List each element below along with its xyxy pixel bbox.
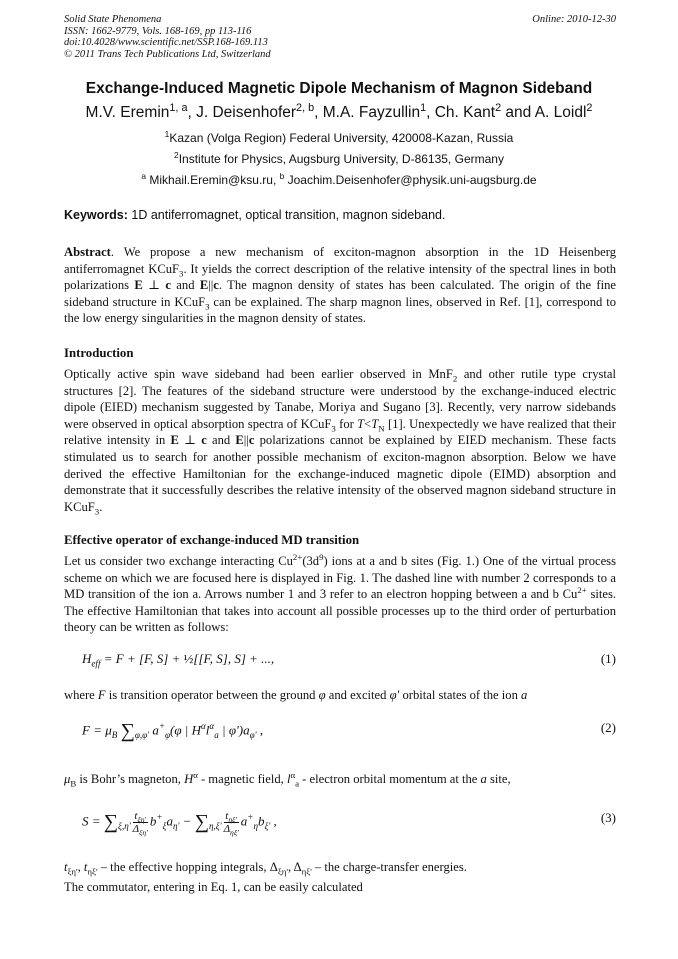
- mu-b-line: $\mu_B$ is Bohr’s magneton, $H^\alpha$ - magnetic field, $l^\alpha_a$ - electron orbital momentum at the a site,: [64, 769, 511, 789]
- equation-2-number: (2): [600, 720, 616, 735]
- equation-2: $F = \mu_B$ $\sum_{\varphi,\varphi'}$ $a^+_\varphi(\varphi$ | $H^\alpha l^\alpha_a$ | $\varphi')a_{\varphi'}$ , (2): [82, 720, 616, 742]
- paper-title: Exchange-Induced Magnetic Dipole Mechanism of Magnon Sideband: [85, 80, 593, 97]
- author-emails: $^a$ Mikhail.Eremin@ksu.ru, $^b$ Joachim.Deisenhofer@physik.uni-augsburg.de: [141, 171, 537, 187]
- hopping-line: $t_{\xi\eta'}$, $t_{\eta\xi'}$ – the effective hopping integrals, $\Delta_{\xi\eta'}$, $\Delta_{\eta\xi'}$ – the charge-transfer energies.: [64, 860, 467, 877]
- abstract: Abstract. We propose a new mechanism of exciton-magnon absorption in the 1D Heisenberg antiferromagnet KCuF$_3$. It yields the correct description of the relative intensity of the spectral lines in both polarizations E ⊥ c and E||c. The magnon density of states has been calculated. The origin of the fine sideband structure in KCuF$_3$ can be explained. The sharp magnon lines, observed in Ref. [1], correspond to the low energy singularities in the magnon density of states.: [64, 245, 616, 326]
- keywords-text: 1D antiferromagnet, optical transition, magnon sideband.: [131, 208, 446, 222]
- abstract-label: Abstract: [64, 245, 111, 259]
- equation-1-number: (1): [600, 651, 616, 666]
- commutator-line: The commutator, entering in Eq. 1, can be easily calculated: [64, 880, 363, 894]
- online-date: Online: 2010-12-30: [532, 14, 616, 25]
- affiliation-2: $^2$Institute for Physics, Augsburg University, D-86135, Germany: [174, 150, 504, 166]
- where-f-line: where F is transition operator between the ground φ and excited φ′ orbital states of the ion a: [64, 688, 528, 702]
- doi: doi:10.4028/www.scientific.net/SSP.168-169.113: [64, 37, 268, 48]
- journal-header: [64, 14, 616, 60]
- copyright: © 2011 Trans Tech Publications Ltd, Switzerland: [64, 48, 271, 60]
- introduction-text: Optically active spin wave sideband had been earlier observed in MnF$_2$ and other rutile type crystal structures [2]. The features of the sideband structure were understood by the exchange-induced electric dipole (EIED) mechanism suggested by Tanabe, Moriya and Sugano [3]. Recently, very narrow sidebands were observed in optical absorption spectra of KCuF$_3$ for $T<T_N$ [1]. Unexpectedly we have realized that their relative intensity in E ⊥ c and E||c polarizations cannot be explained by EIED mechanism. These facts stimulated us to search for another possible mechanism of exciton-magnon absorption. Below we have derived the effective Hamiltonian for the exchange-induced magnetic dipole (EIMD) absorption and demonstrate that it successfully describes the relative intensity of the observed magnon sideband structure in KCuF$_3$.: [64, 367, 617, 517]
- equation-3: $S = \sum_{\xi,\eta'}$ $\frac{t_{\xi\eta'}}{\Delta_{\xi\eta'}}$ $b^+_\xi a_{\eta'} - \sum_{\eta,\xi'}$ $\frac{t_{\eta\xi'}}{\Delta_{\eta\xi'}}$ $a^+_\eta b_{\xi'}$ , (3): [82, 810, 616, 838]
- equation-1: $H_{eff} = F + [F$, S] + ½[[F, S], S] + ..., (1): [82, 651, 616, 669]
- affiliation-1: $^1$Kazan (Volga Region) Federal University, 420008-Kazan, Russia: [164, 129, 514, 145]
- journal-name: Solid State Phenomena: [64, 14, 162, 25]
- keywords-label: Keywords:: [64, 208, 128, 222]
- introduction-heading: Introduction: [64, 346, 134, 360]
- equation-3-number: (3): [600, 810, 616, 825]
- section-text: Let us consider two exchange interacting $Cu^{2+}(3d^9)$ ions at a and b sites (Fig. 1.) One of the virtual process scheme on which we are focused here is displayed in Fig. 1. The dashed line with number 2 corresponds to a MD transition of the ion a. Arrows number 1 and 3 refer to an electron hopping between a and b $Cu^{2+}$ sites. The effective Hamiltonian that takes into account all possible processes up to the third order of perturbation theory can be written as follows:: [64, 551, 616, 635]
- issn: ISSN: 1662-9779, Vols. 168-169, pp 113-116: [64, 25, 252, 37]
- section-heading-effective-operator: Effective operator of exchange-induced MD transition: [64, 533, 360, 547]
- author-list: M.V. Eremin$^{1, a}$, J. Deisenhofer$^{2, b}$, M.A. Fayzullin$^1$, Ch. Kant$^2$ and A. Loidl$^2$: [85, 101, 593, 121]
- keywords: [64, 208, 616, 222]
